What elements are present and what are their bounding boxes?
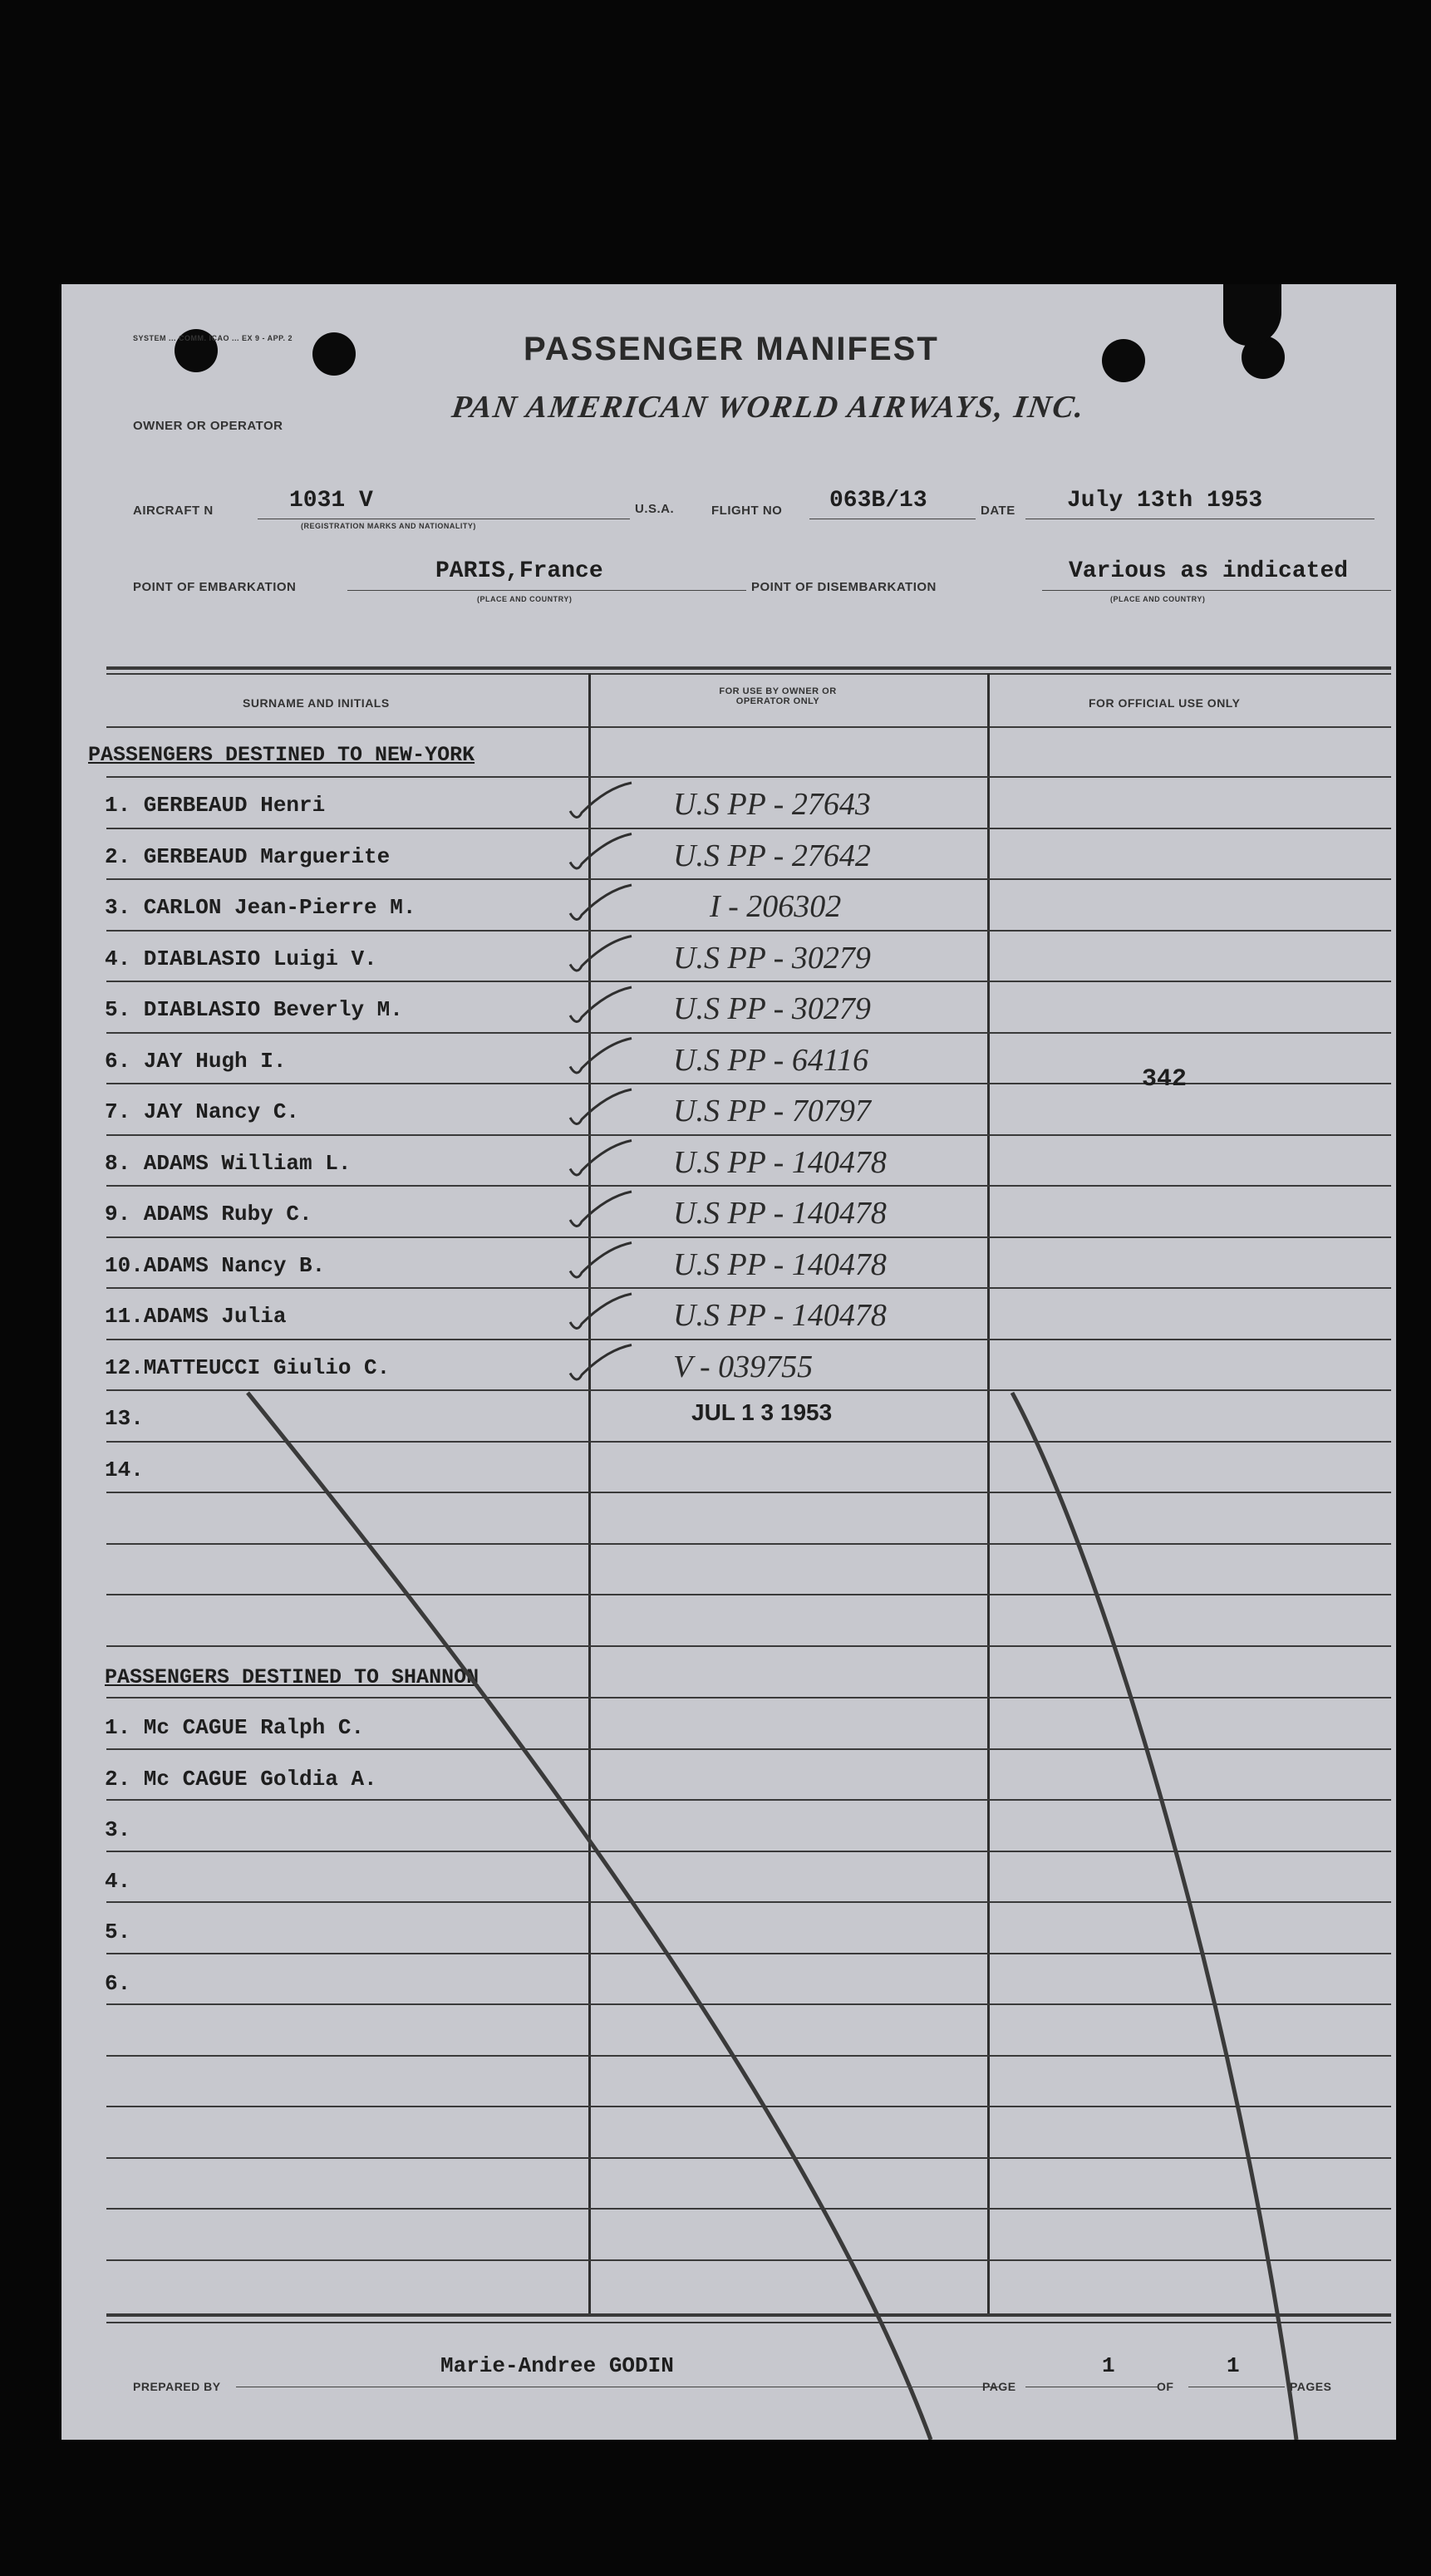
pencil-strike-left bbox=[248, 1393, 931, 2440]
check-mark bbox=[570, 1089, 632, 1124]
manifest-sheet bbox=[61, 284, 1396, 2440]
passenger-name: 12.MATTEUCCI Giulio C. bbox=[105, 1354, 391, 1380]
owner-label: OWNER OR OPERATOR bbox=[133, 419, 283, 433]
pencil-strike-right bbox=[1012, 1393, 1296, 2440]
passport-number: I - 206302 bbox=[710, 889, 842, 924]
page-title: PASSENGER MANIFEST bbox=[524, 331, 939, 367]
passport-number: U.S PP - 27643 bbox=[673, 787, 871, 822]
passenger-name: 4. DIABLASIO Luigi V. bbox=[105, 946, 377, 971]
passenger-name: 9. ADAMS Ruby C. bbox=[105, 1202, 312, 1227]
check-mark bbox=[570, 937, 632, 971]
passenger-name: 2. Mc CAGUE Goldia A. bbox=[105, 1766, 377, 1792]
passport-number: U.S PP - 140478 bbox=[673, 1246, 887, 1282]
passenger-name: 11.ADAMS Julia bbox=[105, 1304, 287, 1329]
column-surname: SURNAME AND INITIALS bbox=[243, 696, 390, 710]
passport-number: U.S PP - 70797 bbox=[673, 1094, 871, 1128]
check-mark bbox=[570, 783, 632, 818]
page-label: PAGE bbox=[982, 2380, 1016, 2393]
passenger-name: 14. bbox=[105, 1457, 144, 1482]
aircraft-value: 1031 V bbox=[289, 488, 373, 514]
passenger-name: 10.ADAMS Nancy B. bbox=[105, 1252, 326, 1278]
passenger-name: 4. bbox=[105, 1868, 131, 1894]
check-mark bbox=[570, 1243, 632, 1278]
section-heading-new-york: PASSENGERS DESTINED TO NEW-YORK bbox=[88, 743, 475, 767]
embark-value: PARIS,France bbox=[435, 558, 603, 584]
flight-label: FLIGHT NO bbox=[711, 504, 783, 518]
check-mark bbox=[570, 885, 632, 920]
passenger-name: 6. JAY Hugh I. bbox=[105, 1048, 287, 1074]
check-mark bbox=[570, 1141, 632, 1176]
passport-number: U.S PP - 140478 bbox=[673, 1298, 887, 1333]
table-bottom-rule bbox=[106, 2313, 1391, 2317]
embark-label: POINT OF EMBARKATION bbox=[133, 580, 297, 594]
table-bottom-rule-2 bbox=[106, 2322, 1391, 2323]
disembark-label: POINT OF DISEMBARKATION bbox=[751, 580, 937, 594]
passenger-name: 3. CARLON Jean-Pierre M. bbox=[105, 895, 416, 920]
pages-label: PAGES bbox=[1290, 2380, 1332, 2393]
passenger-name: 1. GERBEAUD Henri bbox=[105, 793, 326, 818]
passenger-name: 8. ADAMS William L. bbox=[105, 1150, 352, 1176]
passenger-name: 5. DIABLASIO Beverly M. bbox=[105, 997, 403, 1022]
passport-number: V - 039755 bbox=[673, 1349, 814, 1384]
passenger-name: 7. JAY Nancy C. bbox=[105, 1099, 300, 1124]
passport-number: U.S PP - 140478 bbox=[673, 1144, 887, 1180]
passenger-name: 13. bbox=[105, 1406, 144, 1431]
column-owner-use: FOR USE BY OWNER OR OPERATOR ONLY bbox=[719, 686, 837, 706]
passport-number: U.S PP - 64116 bbox=[673, 1042, 869, 1078]
flight-value: 063B/13 bbox=[829, 488, 927, 514]
disembark-value: Various as indicated bbox=[1069, 558, 1349, 584]
disembark-place-note: (PLACE AND COUNTRY) bbox=[1110, 595, 1206, 603]
passenger-name: 2. GERBEAUD Marguerite bbox=[105, 843, 391, 869]
of-value: 1 bbox=[1227, 2353, 1240, 2378]
page-value: 1 bbox=[1102, 2353, 1115, 2378]
passport-number: U.S PP - 30279 bbox=[673, 940, 871, 976]
registration-note: (REGISTRATION MARKS AND NATIONALITY) bbox=[301, 522, 476, 530]
form-code: SYSTEM ... COMM. ICAO ... EX 9 - APP. 2 bbox=[133, 334, 293, 342]
passport-number: U.S PP - 30279 bbox=[673, 991, 871, 1026]
column-official-use: FOR OFFICIAL USE ONLY bbox=[1089, 696, 1241, 710]
prepared-value: Marie-Andree GODIN bbox=[440, 2353, 674, 2378]
date-label: DATE bbox=[981, 504, 1015, 518]
check-mark bbox=[570, 1039, 632, 1074]
prepared-label: PREPARED BY bbox=[133, 2380, 221, 2393]
date-stamp: JUL 1 3 1953 bbox=[691, 1399, 833, 1425]
passenger-name: 1. Mc CAGUE Ralph C. bbox=[105, 1715, 365, 1740]
check-mark bbox=[570, 834, 632, 869]
check-mark bbox=[570, 1345, 632, 1380]
aircraft-label: AIRCRAFT N bbox=[133, 504, 214, 518]
passport-number: U.S PP - 140478 bbox=[673, 1196, 887, 1231]
usa-label: U.S.A. bbox=[635, 502, 675, 516]
passport-number: U.S PP - 27642 bbox=[673, 838, 871, 873]
check-mark bbox=[570, 1294, 632, 1329]
embark-place-note: (PLACE AND COUNTRY) bbox=[477, 595, 573, 603]
official-mark: 342 bbox=[1142, 1065, 1188, 1094]
check-mark bbox=[570, 987, 632, 1022]
check-mark bbox=[570, 1192, 632, 1227]
passenger-name: 6. bbox=[105, 1970, 131, 1996]
pencil-marks bbox=[61, 284, 1396, 2440]
section-heading-shannon: PASSENGERS DESTINED TO SHANNON bbox=[105, 1665, 479, 1689]
passenger-name: 5. bbox=[105, 1920, 131, 1944]
airline-name: PAN AMERICAN WORLD AIRWAYS, INC. bbox=[450, 390, 1088, 425]
date-value: July 13th 1953 bbox=[1067, 488, 1263, 514]
passenger-name: 3. bbox=[105, 1817, 131, 1842]
of-label: OF bbox=[1157, 2380, 1174, 2393]
